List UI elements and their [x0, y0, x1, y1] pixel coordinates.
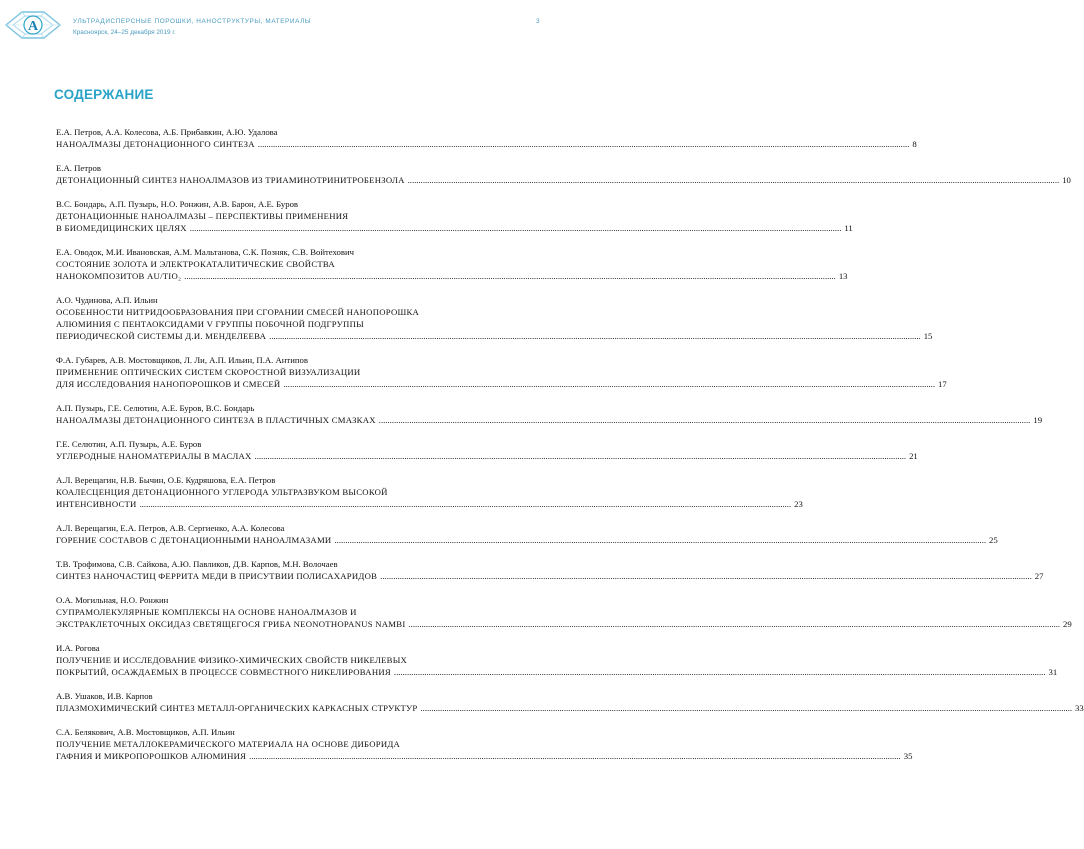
toc-entry-page-number: 25	[989, 535, 998, 545]
toc-entry-title-text: ДЛЯ ИССЛЕДОВАНИЯ НАНОПОРОШКОВ И СМЕСЕЙ	[56, 379, 281, 389]
toc-entry-page-number: 29	[1063, 619, 1072, 629]
toc-entry-authors: Ф.А. Губарев, А.В. Мостовщиков, Л. Ли, А.П. Ильин, П.А. Антипов	[56, 355, 308, 365]
toc-entry-title-text: ПЛАЗМОХИМИЧЕСКИЙ СИНТЕЗ МЕТАЛЛ-ОРГАНИЧЕСКИХ КАРКАСНЫХ СТРУКТУР	[56, 703, 418, 713]
toc-entry-authors: Г.Е. Селютин, А.П. Пузырь, А.Е. Буров	[56, 439, 202, 449]
dot-leader: ............................................................................................................................................................................................................................................................................................................	[334, 535, 987, 545]
toc-entry-title-text: ПЕРИОДИЧЕСКОЙ СИСТЕМЫ Д.И. МЕНДЕЛЕЕВА	[56, 331, 267, 341]
toc-entry[interactable]	[56, 354, 947, 390]
toc-entry-title-text: ИНТЕНСИВНОСТИ	[56, 499, 137, 509]
toc-entry[interactable]	[56, 126, 917, 150]
toc-entry[interactable]	[56, 438, 918, 462]
diamond-crystal-logo	[4, 6, 62, 44]
toc-entry-title-line	[56, 174, 1071, 186]
toc-entry[interactable]	[56, 522, 998, 546]
table-of-contents	[56, 126, 1084, 774]
toc-entry-authors: Е.А. Петров	[56, 163, 101, 173]
toc-entry-title-text: ГОРЕНИЕ СОСТАВОВ С ДЕТОНАЦИОННЫМИ НАНОАЛМАЗАМИ	[56, 535, 332, 545]
toc-entry-title-line	[56, 378, 947, 390]
toc-entry-title-line	[56, 222, 853, 234]
conference-subtitle: Красноярск, 24–25 декабря 2019 г.	[73, 29, 176, 36]
toc-entry-page-number: 15	[923, 331, 933, 341]
toc-heading: СОДЕРЖАНИЕ	[54, 87, 154, 102]
toc-entry-title-line	[56, 498, 803, 510]
toc-entry-title-text: СИНТЕЗ НАНОЧАСТИЦ ФЕРРИТА МЕДИ В ПРИСУТВИИ ПОЛИСАХАРИДОВ	[56, 571, 378, 581]
dot-leader: ............................................................................................................................................................................................................................................................................................................	[249, 751, 901, 761]
toc-entry-title-text: ДЕТОНАЦИОННЫЙ СИНТЕЗ НАНОАЛМАЗОВ ИЗ ТРИАМИНОТРИНИТРОБЕНЗОЛА	[56, 175, 405, 185]
toc-entry-title-line: ДЕТОНАЦИОННЫЕ НАНОАЛМАЗЫ – ПЕРСПЕКТИВЫ ПРИМЕНЕНИЯ	[56, 211, 349, 221]
toc-entry-title-line	[56, 414, 1043, 426]
toc-entry-authors: С.А. Белякович, А.В. Мостовщиков, А.П. Ильин	[56, 727, 235, 737]
toc-entry-page-number: 35	[903, 751, 913, 761]
toc-entry-page-number: 27	[1034, 571, 1044, 581]
toc-entry-title-text: ПОКРЫТИЙ, ОСАЖДАЕМЫХ В ПРОЦЕССЕ СОВМЕСТНОГО НИКЕЛИРОВАНИЯ	[56, 667, 391, 677]
toc-entry-title-line	[56, 330, 933, 342]
toc-entry-title-line	[56, 534, 998, 546]
toc-entry[interactable]	[56, 594, 1072, 630]
dot-leader: ............................................................................................................................................................................................................................................................................................................	[283, 379, 936, 389]
toc-entry[interactable]	[56, 294, 933, 342]
toc-entry-title-text: НАНОАЛМАЗЫ ДЕТОНАЦИОННОГО СИНТЕЗА	[56, 139, 255, 149]
toc-entry-title-line: ПРИМЕНЕНИЕ ОПТИЧЕСКИХ СИСТЕМ СКОРОСТНОЙ ВИЗУАЛИЗАЦИИ	[56, 367, 361, 377]
toc-entry-page-number: 10	[1062, 175, 1071, 185]
toc-entry-title-line: СОСТОЯНИЕ ЗОЛОТА И ЭЛЕКТРОКАТАЛИТИЧЕСКИЕ СВОЙСТВА	[56, 259, 335, 269]
dot-leader: ............................................................................................................................................................................................................................................................................................................	[378, 415, 1031, 425]
toc-entry-authors: А.П. Пузырь, Г.Е. Селютин, А.Е. Буров, В.С. Бондарь	[56, 403, 255, 413]
toc-entry-title-text: НАНОАЛМАЗЫ ДЕТОНАЦИОННОГО СИНТЕЗА В ПЛАСТИЧНЫХ СМАЗКАХ	[56, 415, 376, 425]
toc-entry-page-number: 8	[912, 139, 917, 149]
toc-entry-page-number: 21	[909, 451, 918, 461]
toc-entry-title-line: ПОЛУЧЕНИЕ И ИССЛЕДОВАНИЕ ФИЗИКО-ХИМИЧЕСКИХ СВОЙСТВ НИКЕЛЕВЫХ	[56, 655, 408, 665]
toc-entry[interactable]	[56, 162, 1071, 186]
dot-leader: ............................................................................................................................................................................................................................................................................................................	[184, 271, 836, 281]
toc-entry-page-number: 19	[1033, 415, 1043, 425]
dot-leader: ............................................................................................................................................................................................................................................................................................................	[139, 499, 792, 509]
page-number: 3	[536, 18, 540, 25]
toc-entry-page-number: 23	[794, 499, 803, 509]
toc-entry-authors: Е.А. Петров, А.А. Колесова, А.Б. Прибавкин, А.Ю. Удалова	[56, 127, 278, 137]
toc-entry-title-line: СУПРАМОЛЕКУЛЯРНЫЕ КОМПЛЕКСЫ НА ОСНОВЕ НАНОАЛМАЗОВ И	[56, 607, 357, 617]
toc-entry-title-line: КОАЛЕСЦЕНЦИЯ ДЕТОНАЦИОННОГО УГЛЕРОДА УЛЬТРАЗВУКОМ ВЫСОКОЙ	[56, 487, 388, 497]
toc-entry-title-line	[56, 618, 1072, 630]
dot-leader: ............................................................................................................................................................................................................................................................................................................	[408, 619, 1061, 629]
toc-entry-title-line	[56, 138, 917, 150]
toc-entry-authors: О.А. Могильная, Н.О. Ронжин	[56, 595, 169, 605]
toc-entry-page-number: 13	[838, 271, 848, 281]
toc-entry-authors: А.О. Чудинова, А.П. Ильин	[56, 295, 158, 305]
toc-entry[interactable]	[56, 642, 1058, 678]
page-header	[0, 0, 600, 46]
toc-entry[interactable]	[56, 402, 1043, 426]
toc-entry[interactable]	[56, 558, 1044, 582]
toc-entry-title-line: ПОЛУЧЕНИЕ МЕТАЛЛОКЕРАМИЧЕСКОГО МАТЕРИАЛА НА ОСНОВЕ ДИБОРИДА	[56, 739, 401, 749]
toc-entry[interactable]	[56, 198, 853, 234]
toc-entry-title-text: ЭКСТРАКЛЕТОЧНЫХ ОКСИДАЗ СВЕТЯЩЕГОСЯ ГРИБА NEONOTHOPANUS NAMBI	[56, 619, 406, 629]
toc-entry-authors: И.А. Рогова	[56, 643, 100, 653]
toc-entry[interactable]	[56, 690, 1084, 714]
dot-leader: ............................................................................................................................................................................................................................................................................................................	[393, 667, 1046, 677]
dot-leader: ............................................................................................................................................................................................................................................................................................................	[189, 223, 842, 233]
dot-leader: ............................................................................................................................................................................................................................................................................................................	[254, 451, 907, 461]
dot-leader: ............................................................................................................................................................................................................................................................................................................	[257, 139, 910, 149]
toc-entry-title-text: УГЛЕРОДНЫЕ НАНОМАТЕРИАЛЫ В МАСЛАХ	[56, 451, 252, 461]
toc-entry-title-line: ОСОБЕННОСТИ НИТРИДООБРАЗОВАНИЯ ПРИ СГОРАНИИ СМЕСЕЙ НАНОПОРОШКА	[56, 307, 420, 317]
toc-entry-title-line	[56, 666, 1058, 678]
toc-entry-title-line	[56, 750, 913, 762]
toc-entry-authors: А.В. Ушаков, И.В. Карпов	[56, 691, 153, 701]
toc-entry-title-line: АЛЮМИНИЯ С ПЕНТАОКСИДАМИ V ГРУППЫ ПОБОЧНОЙ ПОДГРУППЫ	[56, 319, 364, 329]
dot-leader: ............................................................................................................................................................................................................................................................................................................	[380, 571, 1032, 581]
toc-entry[interactable]	[56, 726, 913, 762]
dot-leader: ............................................................................................................................................................................................................................................................................................................	[269, 331, 921, 341]
toc-entry-title-line	[56, 450, 918, 462]
dot-leader: ............................................................................................................................................................................................................................................................................................................	[420, 703, 1073, 713]
toc-entry-title-text: НАНОКОМПОЗИТОВ AU/TIO₂	[56, 271, 182, 281]
toc-entry-authors: В.С. Бондарь, А.П. Пузырь, Н.О. Ронжин, А.В. Барон, А.Е. Буров	[56, 199, 299, 209]
conference-title: УЛЬТРАДИСПЕРСНЫЕ ПОРОШКИ, НАНОСТРУКТУРЫ, МАТЕРИАЛЫ	[73, 18, 312, 25]
toc-entry-title-text: В БИОМЕДИЦИНСКИХ ЦЕЛЯХ	[56, 223, 187, 233]
toc-entry-page-number: 31	[1048, 667, 1058, 677]
toc-entry-title-line	[56, 702, 1084, 714]
toc-entry-authors: А.Л. Верещагин, Н.В. Бычин, О.Б. Кудряшова, Е.А. Петров	[56, 475, 276, 485]
toc-entry[interactable]	[56, 474, 803, 510]
toc-entry-title-text: ГАФНИЯ И МИКРОПОРОШКОВ АЛЮМИНИЯ	[56, 751, 247, 761]
toc-entry[interactable]	[56, 246, 848, 282]
dot-leader: ............................................................................................................................................................................................................................................................................................................	[407, 175, 1060, 185]
toc-entry-authors: Е.А. Оводок, М.И. Ивановская, А.М. Мальтанова, С.К. Позняк, С.В. Войтехович	[56, 247, 354, 257]
toc-entry-authors: А.Л. Верещагин, Е.А. Петров, А.В. Сергиенко, А.А. Колесова	[56, 523, 285, 533]
toc-entry-page-number: 17	[938, 379, 947, 389]
toc-entry-page-number: 33	[1075, 703, 1084, 713]
toc-entry-page-number: 11	[844, 223, 853, 233]
toc-entry-title-line	[56, 270, 848, 282]
logo-letter: А	[27, 19, 39, 34]
toc-entry-title-line	[56, 570, 1044, 582]
toc-entry-authors: Т.В. Трофимова, С.В. Сайкова, А.Ю. Павликов, Д.В. Карпов, М.Н. Волочаев	[56, 559, 338, 569]
